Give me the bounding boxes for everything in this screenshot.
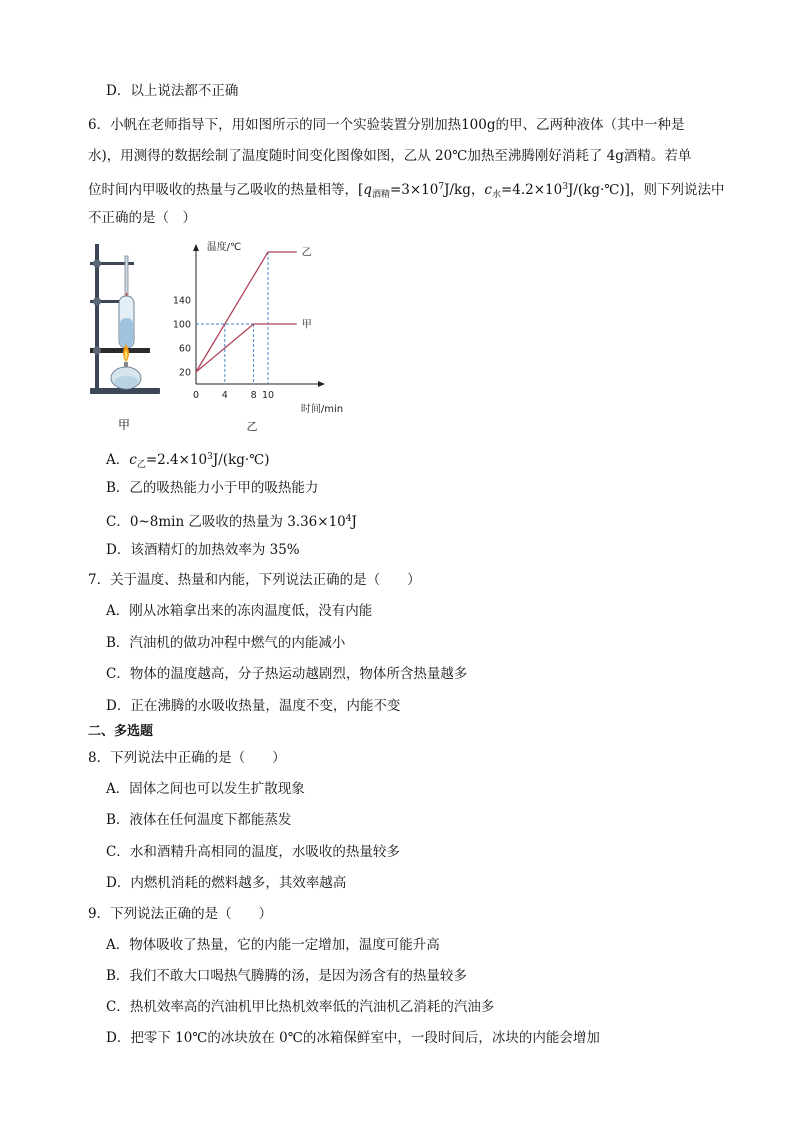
series-label-jia: 甲: [301, 319, 312, 331]
x-axis-arrow: [318, 381, 325, 387]
q-subscript: 酒精: [371, 190, 390, 200]
lamp-liquid: [114, 376, 138, 388]
q6-option-a-c: c: [129, 452, 137, 468]
q6-option-b: B．乙的吸热能力小于甲的吸热能力: [106, 480, 319, 496]
q6-stem-line3-e: J/(kg·℃)]，则下列说法中: [567, 182, 725, 198]
q6-option-c-pre: C．0~8min 乙吸收的热量为 3.36×10: [106, 514, 346, 530]
q-symbol: q: [363, 182, 372, 198]
q6-stem-line1: 6．小帆在老师指导下，用如图所示的同一个实验装置分别加热100g的甲、乙两种液体（其中一种是: [88, 117, 685, 133]
clamp-mid-knob: [93, 298, 101, 306]
q9-option-a: A．物体吸收了热量，它的内能一定增加，温度可能升高: [106, 937, 440, 953]
q6-option-a-post: =2.4×10: [145, 452, 208, 468]
q8-option-c: C．水和酒精升高相同的温度，水吸收的热量较多: [106, 844, 400, 860]
x-tick-label: 10: [261, 390, 275, 401]
q6-option-a: [106, 447, 270, 475]
clamp-top-knob: [93, 260, 101, 268]
q8-stem: 8．下列说法中正确的是（ ）: [88, 750, 286, 766]
q7-option-a: A．刚从冰箱拿出来的冻肉温度低，没有内能: [106, 603, 373, 619]
q9-option-d: D．把零下 10℃的冰块放在 0℃的冰箱保鲜室中，一段时间后，冰块的内能会增加: [106, 1030, 600, 1046]
y-tick-label: 20: [178, 367, 191, 379]
c-symbol: c: [484, 182, 492, 198]
exponent-7: 7: [438, 182, 445, 192]
q6-stem-line3-c: J/kg，: [444, 182, 485, 198]
q6-option-c-unit: J: [351, 514, 357, 530]
q9-stem: 9．下列说法正确的是（ ）: [88, 906, 273, 922]
c-subscript: 水: [491, 190, 501, 200]
q6-stem-line3-b: =3×10: [389, 182, 439, 198]
q6-option-a-sub: 乙: [136, 460, 146, 470]
q6-stem-line4: 不正确的是（ ）: [88, 210, 196, 226]
x-tick-label: 8: [250, 390, 257, 401]
q6-option-c-exp: 4: [345, 514, 352, 524]
series-label-yi: 乙: [301, 247, 312, 259]
q6-option-a-exp: 3: [207, 452, 213, 462]
x-axis-label: 时间/min: [300, 404, 344, 415]
q6-stem-line3-d: =4.2×10: [500, 182, 563, 198]
q6-option-a-unit: J/(kg·℃): [212, 452, 270, 468]
q7-stem: 7．关于温度、热量和内能，下列说法正确的是（ ）: [88, 572, 421, 588]
section-title: 二、多选题: [88, 724, 154, 739]
test-tube-liquid: [120, 318, 133, 347]
y-tick-label: 100: [172, 319, 191, 331]
q8-option-b: B．液体在任何温度下都能蒸发: [106, 812, 292, 828]
q6-option-a-pre: A．: [106, 452, 130, 468]
y-axis-arrow: [193, 244, 199, 251]
q8-option-d: D．内燃机消耗的燃料越多，其效率越高: [106, 875, 347, 891]
q6-stem-line3: [88, 177, 724, 205]
y-tick-label: 140: [172, 295, 191, 307]
q7-option-c: C．物体的温度越高，分子热运动越剧烈，物体所含热量越多: [106, 666, 468, 682]
q6-option-d: D．该酒精灯的加热效率为 35%: [106, 542, 300, 558]
q6-stem-line3-a: 位时间内甲吸收的热量与乙吸收的热量相等，[: [88, 182, 364, 198]
graph-caption: 乙: [246, 420, 258, 433]
x-tick-label: 4: [221, 390, 228, 401]
temperature-time-graph: [170, 236, 360, 436]
y-axis-label: 温度/℃: [206, 242, 242, 253]
q7-option-d: D．正在沸腾的水吸收热量，温度不变，内能不变: [106, 698, 401, 714]
x-tick-label: 0: [192, 390, 200, 401]
apparatus-label: 甲: [118, 418, 131, 432]
exponent-3: 3: [562, 182, 568, 192]
q6-option-c: [106, 509, 357, 532]
q8-option-a: A．固体之间也可以发生扩散现象: [106, 781, 305, 797]
q7-option-b: B．汽油机的做功冲程中燃气的内能减小: [106, 635, 346, 651]
apparatus-figure: [84, 238, 180, 408]
q9-option-b: B．我们不敢大口喝热气腾腾的汤，是因为汤含有的热量较多: [106, 968, 467, 984]
q9-option-c: C．热机效率高的汽油机甲比热机效率低的汽油机乙消耗的汽油多: [106, 999, 495, 1015]
ring-knob: [93, 347, 101, 355]
series-line-yi: [196, 252, 297, 372]
q6-stem-line2: 水)，用测得的数据绘制了温度随时间变化图像如图，乙从 20℃加热至沸腾刚好消耗了 4g酒精。若单: [88, 148, 692, 164]
q5-option-d: D．以上说法都不正确: [106, 83, 239, 99]
y-tick-label: 60: [178, 343, 191, 355]
